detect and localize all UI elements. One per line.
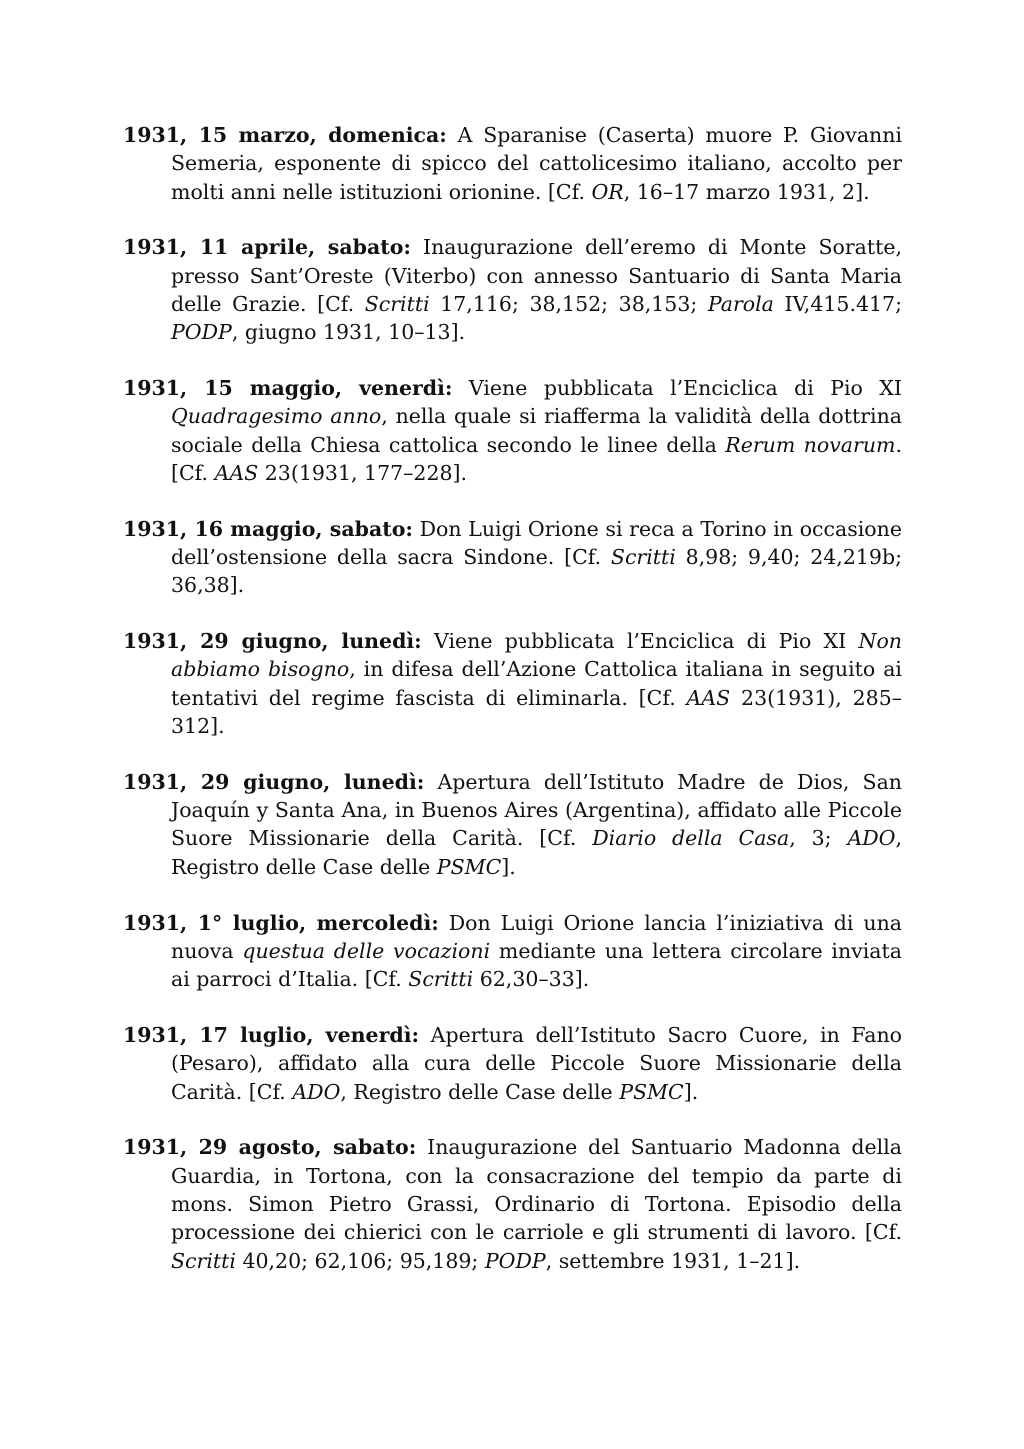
entry-citation-italic: ADO xyxy=(292,1079,341,1104)
chronology-entry xyxy=(123,515,902,600)
chronology-entry xyxy=(123,374,902,487)
entry-text: 8,98; 9,40; 24,219b; 36,38]. xyxy=(171,545,902,598)
entry-citation-italic: PODP xyxy=(484,1248,546,1273)
entry-text: , settembre 1931, 1–21]. xyxy=(545,1248,801,1273)
entry-title-italic: Quadragesimo anno xyxy=(171,404,382,429)
entry-date-heading: 1931, 1° luglio, mercoledì: xyxy=(123,910,439,935)
entry-text: mediante una lettera circolare inviata ai parroci d’Italia. [Cf. xyxy=(171,938,902,992)
entry-date-heading: 1931, 29 giugno, lunedì: xyxy=(123,629,422,654)
entry-citation-italic: AAS xyxy=(686,685,731,710)
chronology-entry xyxy=(123,627,902,740)
chronology-entry xyxy=(123,121,902,206)
entry-text: ]. xyxy=(501,854,516,879)
entry-citation-italic: Scritti xyxy=(408,967,474,992)
entry-text: 17,116; 38,152; 38,153; xyxy=(429,291,708,316)
entry-text: Don Luigi Orione lancia l’iniziativa di una nuova xyxy=(171,910,902,963)
chronology-entry xyxy=(123,1021,902,1106)
entry-citation-italic: PSMC xyxy=(436,854,502,879)
entry-text: , 3; xyxy=(789,826,848,851)
entry-citation-italic: Scritti xyxy=(364,291,430,316)
entry-text: 40,20; 62,106; 95,189; xyxy=(235,1248,485,1273)
chronology-entry xyxy=(123,909,902,994)
entry-text: IV,415.417; xyxy=(773,291,903,316)
entry-text: 23(1931), 285–312]. xyxy=(171,685,902,739)
entry-text: ]. xyxy=(683,1079,699,1104)
chronology-entry xyxy=(123,233,902,346)
entry-text: Inaugurazione dell’eremo di Monte Soratte, presso Sant’Oreste (Viterbo) con annesso Santuario di Santa Maria delle Grazie. [Cf. xyxy=(171,235,902,316)
entry-title-italic: Non abbiamo bisogno xyxy=(171,629,902,682)
entry-text: Inaugurazione del Santuario Madonna della Guardia, in Tortona, con la consacrazione del tempio da parte di mons. Simon Pietro Grassi, Ordinario di Tortona. Episodio della processione dei chierici con le carriole e gli strumenti di lavoro. [Cf. xyxy=(171,1135,902,1245)
entry-text: , giugno 1931, 10–13]. xyxy=(231,320,466,345)
entry-title-italic: Rerum novarum xyxy=(725,432,896,457)
entry-citation-italic: Parola xyxy=(707,291,774,316)
entry-text: 23(1931, 177–228]. xyxy=(258,460,468,485)
entry-date-heading: 1931, 29 agosto, sabato: xyxy=(123,1135,417,1160)
entry-text: Viene pubblicata l’Enciclica di Pio XI xyxy=(452,376,902,401)
entry-citation-italic: Scritti xyxy=(171,1248,236,1273)
entry-date-heading: 1931, 17 luglio, venerdì: xyxy=(123,1022,420,1047)
entry-date-heading: 1931, 11 aprile, sabato: xyxy=(123,235,411,260)
entry-text: , in difesa dell’Azione Cattolica italiana in seguito ai tentativi del regime fascista di eliminarla. [Cf. xyxy=(171,657,902,710)
entry-text: A Sparanise (Caserta) muore P. Giovanni Semeria, esponente di spicco del cattolicesimo italiano, accolto per molti anni nelle istituzioni orionine. [Cf. xyxy=(171,123,903,204)
entry-text: , 16–17 marzo 1931, 2]. xyxy=(623,179,870,204)
entry-citation-italic: AAS xyxy=(214,460,259,485)
chronology-entry xyxy=(123,768,902,881)
entry-citation-italic: ADO xyxy=(847,826,896,851)
entry-date-heading: 1931, 15 marzo, domenica: xyxy=(123,123,447,147)
entry-text: Apertura dell’Istituto Sacro Cuore, in Fano (Pesaro), affidato alla cura delle Piccole Suore Missionarie della Carità. [Cf. xyxy=(171,1022,903,1104)
entry-date-heading: 1931, 16 maggio, sabato: xyxy=(123,516,413,541)
entry-text: , Registro delle Case delle xyxy=(171,826,903,879)
entry-text: Apertura dell’Istituto Madre de Dios, San Joaquín y Santa Ana, in Buenos Aires (Argentina), affidato alle Piccole Suore Missionarie della Carità. [Cf. xyxy=(171,769,902,851)
entry-citation-italic: PSMC xyxy=(619,1079,684,1104)
entry-date-heading: 1931, 15 maggio, venerdì: xyxy=(123,376,453,401)
entry-text: , Registro delle Case delle xyxy=(340,1079,620,1104)
entry-citation-italic: PODP xyxy=(171,320,232,345)
entry-text: 62,30–33]. xyxy=(473,967,590,992)
entry-text: Don Luigi Orione si reca a Torino in occasione dell’ostensione della sacra Sindone. [Cf. xyxy=(171,516,902,570)
chronology-entry xyxy=(123,1133,902,1274)
entry-text: , nella quale si riafferma la validità della dottrina sociale della Chiesa cattolica secondo le linee della xyxy=(171,404,902,457)
entry-citation-italic: Scritti xyxy=(610,545,676,570)
document-page xyxy=(123,121,902,1302)
entry-title-italic: questua delle vocazioni xyxy=(242,938,491,963)
entry-citation-italic: Diario della Casa xyxy=(592,826,790,851)
entry-date-heading: 1931, 29 giugno, lunedì: xyxy=(123,769,425,794)
entry-citation-italic: OR xyxy=(591,179,624,204)
entry-text: . [Cf. xyxy=(171,432,902,485)
entry-text: Viene pubblicata l’Enciclica di Pio XI xyxy=(421,629,859,654)
